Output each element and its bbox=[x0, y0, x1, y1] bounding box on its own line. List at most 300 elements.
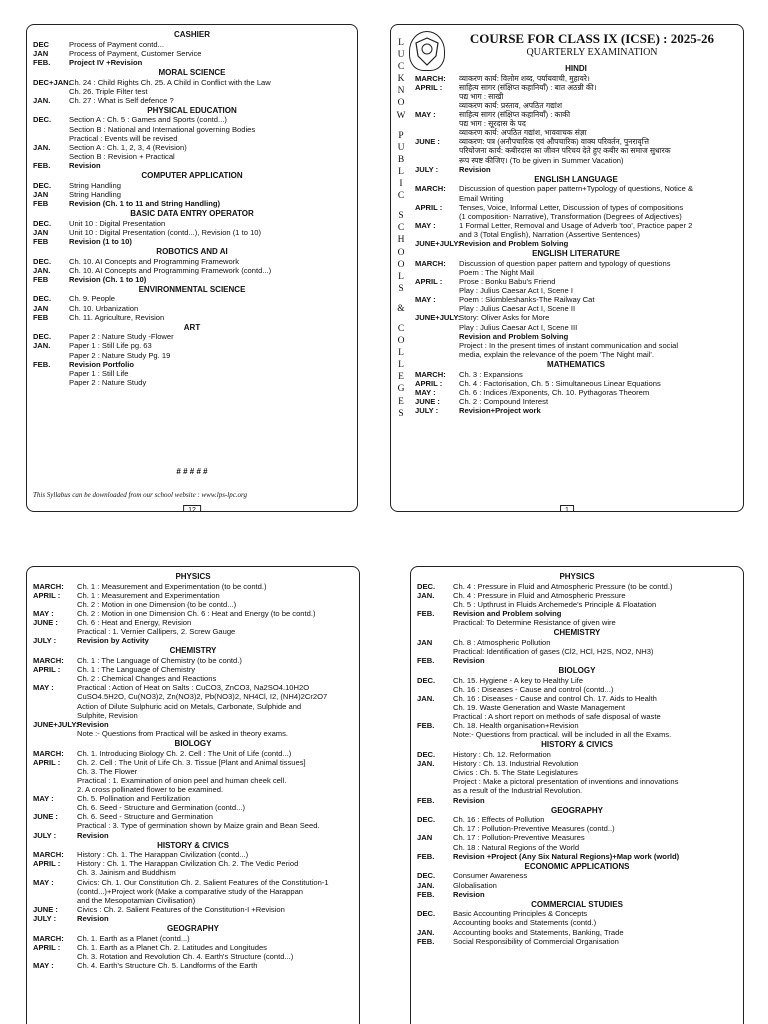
topic-text: String Handling bbox=[69, 189, 121, 199]
section-bio bbox=[33, 739, 353, 840]
schedule-row bbox=[33, 720, 353, 729]
month-label: JULY : bbox=[415, 405, 439, 415]
topic-text: Revision bbox=[453, 889, 485, 899]
schedule-row bbox=[33, 609, 353, 618]
schedule-row bbox=[33, 758, 353, 767]
month-label: MAY : bbox=[415, 220, 436, 230]
section-title: MORAL SCIENCE bbox=[158, 67, 226, 77]
schedule-row bbox=[33, 618, 353, 627]
section-title: PHYSICS bbox=[175, 572, 211, 581]
month-label: MAY : bbox=[415, 387, 436, 397]
section-geo bbox=[33, 924, 353, 970]
course-title: COURSE FOR CLASS IX (ICSE) : 2025-26 bbox=[469, 31, 715, 46]
vertical-letter: G bbox=[397, 384, 405, 395]
vertical-letter: O bbox=[397, 247, 405, 258]
schedule-row bbox=[33, 803, 353, 812]
schedule-row bbox=[33, 665, 353, 674]
topic-text: Process of Payment contd... bbox=[69, 39, 164, 49]
schedule-row bbox=[33, 821, 353, 830]
topic-text: Project : Make a pictoral presentation of inventions and innovations bbox=[453, 777, 679, 787]
section-title: GEOGRAPHY bbox=[166, 924, 219, 934]
month-label: JAN. bbox=[417, 590, 435, 600]
month-label bbox=[417, 703, 453, 712]
topic-text: व्याकरण कार्य: अपठित गद्यांश, भाववाचक संज्ञा bbox=[459, 128, 587, 138]
month-label bbox=[415, 286, 459, 295]
section-englit bbox=[415, 249, 737, 359]
topic-text: Ch. 2 : Motion in one Dimension (to be contd...) bbox=[77, 599, 237, 609]
topic-text: 2. A cross pollinated flower to be examined. bbox=[77, 784, 224, 794]
month-label bbox=[417, 618, 453, 627]
month-label bbox=[415, 323, 459, 332]
topic-text: Ch. 4. Earth's Structure Ch. 5. Landforms of the Earth bbox=[77, 961, 258, 971]
schedule-row bbox=[417, 759, 737, 768]
topic-text: Accounting books and Statements, Banking, Trade bbox=[453, 927, 624, 937]
topic-text: पद्य भाग : सूरदास के पद bbox=[459, 119, 526, 129]
topic-text: Civics: Ch. 1. Our Constitution Ch. 2. Salient Features of the Constitution-1 bbox=[77, 877, 329, 887]
section-title: BIOLOGY bbox=[174, 738, 212, 748]
schedule-row bbox=[33, 776, 353, 785]
month-label: MAY : bbox=[33, 877, 54, 887]
section-title: ENGLISH LANGUAGE bbox=[534, 174, 618, 184]
month-label: MARCH: bbox=[415, 369, 446, 379]
month-label: FEB bbox=[33, 312, 49, 322]
topic-text: Prose : Bonku Babu's Friend bbox=[459, 276, 556, 286]
vertical-letter: I bbox=[399, 179, 403, 190]
schedule-row bbox=[417, 843, 737, 852]
schedule-row bbox=[33, 332, 351, 341]
section-title: HISTORY & CIVICS bbox=[157, 840, 229, 850]
schedule-row bbox=[33, 934, 353, 943]
schedule-row bbox=[415, 341, 737, 350]
month-label: JUNE+JULY: bbox=[415, 239, 461, 249]
schedule-row bbox=[415, 203, 737, 212]
schedule-row bbox=[417, 796, 737, 805]
section-bio bbox=[417, 666, 737, 739]
schedule-row bbox=[33, 125, 351, 134]
schedule-row bbox=[415, 128, 737, 137]
month-label: APRIL : bbox=[33, 942, 61, 952]
vertical-letter: L bbox=[398, 348, 404, 359]
month-label bbox=[417, 712, 453, 721]
exam-title: QUARTERLY EXAMINATION bbox=[526, 46, 658, 58]
month-label: JUNE : bbox=[33, 618, 58, 628]
vertical-letter: L bbox=[398, 166, 404, 177]
section-art bbox=[33, 323, 351, 387]
page-bottom-left bbox=[26, 566, 360, 1024]
page-number: 1 bbox=[560, 505, 574, 512]
month-label bbox=[33, 627, 77, 636]
vertical-letter: N bbox=[397, 86, 405, 97]
schedule-row bbox=[33, 794, 353, 803]
topic-text: and the Mesopotamian Civilisation) bbox=[77, 895, 196, 905]
schedule-row bbox=[417, 676, 737, 685]
month-label: MARCH: bbox=[33, 850, 64, 860]
schedule-row bbox=[33, 275, 351, 284]
topic-text: Civics : Ch. 2. Salient Features of the Constitution-I +Revision bbox=[77, 904, 285, 914]
topic-text: Ch. 3. The Flower bbox=[77, 766, 138, 776]
month-label: JULY : bbox=[33, 913, 57, 923]
section-title: BIOLOGY bbox=[558, 666, 596, 676]
topic-text: Practical : Events will be revised bbox=[69, 133, 178, 143]
topic-text: History : Ch. 12. Reformation bbox=[453, 750, 551, 760]
schedule-row bbox=[33, 859, 353, 868]
month-label: MAY : bbox=[33, 608, 54, 618]
month-label: JAN. bbox=[417, 927, 435, 937]
topic-text: Ch. 17 : Pollution-Preventive Measures bbox=[453, 833, 585, 843]
schedule-row bbox=[415, 230, 737, 239]
section-com bbox=[417, 900, 737, 946]
topic-text: Ch. 4 : Pressure in Fluid and Atmospheric Pressure (to be contd.) bbox=[453, 581, 673, 591]
topic-text: Ch. 1 : The Language of Chemistry (to be contd.) bbox=[77, 655, 242, 665]
topic-text: Story: Oliver Asks for More bbox=[459, 313, 550, 323]
month-label: MARCH: bbox=[33, 933, 64, 943]
month-label bbox=[33, 152, 69, 161]
schedule-row bbox=[33, 905, 353, 914]
month-label bbox=[417, 600, 453, 609]
schedule-row bbox=[415, 286, 737, 295]
vertical-letter: O bbox=[397, 336, 405, 347]
schedule-row bbox=[33, 656, 353, 665]
month-label bbox=[417, 730, 453, 739]
page-1-content bbox=[415, 63, 737, 505]
topic-text: Accounting books and Statements (contd.) bbox=[453, 918, 597, 928]
schedule-row bbox=[33, 341, 351, 350]
topic-text: Discussion of question paper pattern+Typology of questions, Notice & bbox=[459, 184, 694, 194]
topic-text: Section B : Revision + Practical bbox=[69, 151, 175, 161]
month-label bbox=[415, 156, 459, 165]
topic-text: Revision bbox=[77, 830, 109, 840]
schedule-row bbox=[33, 627, 353, 636]
topic-text: Play : Julius Caesar Act I, Scene I bbox=[459, 286, 573, 296]
topic-text: Practical: Identification of gases (Cl2, HCl, H2S, NO2, NH3) bbox=[453, 646, 654, 656]
section-title: CHEMISTRY bbox=[553, 628, 601, 638]
topic-text: Ch. 9. People bbox=[69, 294, 116, 304]
month-label bbox=[33, 87, 69, 96]
schedule-row bbox=[415, 370, 737, 379]
page-12 bbox=[26, 24, 358, 512]
month-label: DEC+JAN: bbox=[33, 77, 72, 87]
schedule-row bbox=[415, 397, 737, 406]
month-label: DEC. bbox=[417, 871, 436, 881]
month-label: JAN bbox=[33, 303, 49, 313]
month-label: JULY : bbox=[415, 164, 439, 174]
schedule-row bbox=[415, 295, 737, 304]
schedule-row bbox=[417, 777, 737, 786]
topic-text: Ch. 16 : Diseases - Cause and control (contd...) bbox=[453, 684, 614, 694]
month-label: FEB. bbox=[417, 608, 435, 618]
month-label: JUNE+JULY: bbox=[33, 719, 79, 729]
schedule-row bbox=[415, 323, 737, 332]
month-label bbox=[415, 304, 459, 313]
vertical-letter: K bbox=[397, 74, 405, 85]
section-title: HINDI bbox=[565, 64, 587, 73]
topic-text: Revision and Problem Solving bbox=[459, 239, 569, 249]
topic-text: Practical : 1. Examination of onion peel and human cheek cell. bbox=[77, 775, 287, 785]
month-label bbox=[33, 767, 77, 776]
topic-text: Practical : A short report on methods of safe disposal of waste bbox=[453, 712, 661, 722]
schedule-row bbox=[417, 928, 737, 937]
month-label: APRIL : bbox=[415, 378, 443, 388]
schedule-row bbox=[415, 92, 737, 101]
month-label: JAN bbox=[33, 227, 49, 237]
topic-text: व्याकरण कार्य: विलोम शब्द, पर्यायवाची, मुहावरे। bbox=[459, 73, 590, 83]
schedule-row bbox=[417, 618, 737, 627]
topic-text: Ch. 6 : Indices /Exponents, Ch. 10. Pythagoras Theorem bbox=[459, 387, 650, 397]
schedule-row bbox=[33, 161, 351, 170]
schedule-row bbox=[33, 313, 351, 322]
section-geo bbox=[417, 806, 737, 861]
section-bdeo bbox=[33, 209, 351, 246]
month-label: JAN. bbox=[33, 142, 51, 152]
section-ca bbox=[33, 171, 351, 208]
schedule-row bbox=[417, 833, 737, 842]
topic-text: Basic Accounting Principles & Concepts bbox=[453, 909, 588, 919]
month-label bbox=[417, 786, 453, 795]
topic-text: Ch. 17 : Pollution-Preventive Measures (contd..) bbox=[453, 824, 615, 834]
vertical-letter: S bbox=[398, 408, 404, 419]
schedule-row bbox=[33, 812, 353, 821]
schedule-row bbox=[417, 909, 737, 918]
topic-text: Ch. 3. Jainism and Buddhism bbox=[77, 868, 176, 878]
month-label: MAY : bbox=[33, 683, 54, 693]
vertical-letter: L bbox=[398, 271, 404, 282]
month-label bbox=[33, 785, 77, 794]
section-chem bbox=[33, 646, 353, 738]
schedule-row bbox=[415, 350, 737, 359]
topic-text: Poem : Skimbleshanks-The Railway Cat bbox=[459, 295, 595, 305]
month-label: JAN. bbox=[417, 693, 435, 703]
schedule-row bbox=[417, 881, 737, 890]
schedule-row bbox=[415, 83, 737, 92]
schedule-row bbox=[417, 750, 737, 759]
schedule-row bbox=[33, 351, 351, 360]
schedule-row bbox=[415, 332, 737, 341]
vertical-letter: B bbox=[397, 154, 405, 165]
topic-text: Ch. 10. AI Concepts and Programming Framework bbox=[69, 256, 240, 266]
schedule-row bbox=[33, 87, 351, 96]
schedule-row bbox=[415, 146, 737, 155]
topic-text: Revision +Project (Any Six Natural Regions)+Map work (world) bbox=[453, 851, 680, 861]
month-label: FEB. bbox=[417, 655, 435, 665]
month-label bbox=[33, 803, 77, 812]
topic-text: Practical: To Determine Resistance of given wire bbox=[453, 618, 616, 628]
schedule-row bbox=[417, 768, 737, 777]
topic-text: Revision bbox=[459, 164, 491, 174]
section-physics bbox=[33, 572, 353, 645]
month-label bbox=[33, 702, 77, 711]
topic-text: परियोजना कार्य: कबीरदास का जीवन परिचय देते हुए कबीर का समाज सुधारक bbox=[459, 146, 671, 156]
month-label: FEB bbox=[33, 198, 49, 208]
month-label: DEC. bbox=[33, 180, 52, 190]
month-label: MAY : bbox=[33, 961, 54, 971]
topic-text: Ch. 8 : Atmospheric Pollution bbox=[453, 637, 551, 647]
month-label: JULY : bbox=[33, 830, 57, 840]
section-title: COMMERCIAL STUDIES bbox=[531, 899, 623, 909]
schedule-row bbox=[33, 49, 351, 58]
month-label: FEB. bbox=[33, 160, 51, 170]
month-label bbox=[33, 868, 77, 877]
topic-text: Ch. 18. Health organisation+Revision bbox=[453, 721, 579, 731]
topic-text: Ch. 16 : Diseases - Cause and control Ch. 17. Aids to Health bbox=[453, 693, 657, 703]
schedule-row bbox=[33, 304, 351, 313]
schedule-row bbox=[33, 674, 353, 683]
schedule-row bbox=[415, 268, 737, 277]
schedule-row bbox=[417, 656, 737, 665]
month-label: APRIL : bbox=[33, 590, 61, 600]
section-title: CHEMISTRY bbox=[169, 646, 217, 656]
month-label: JAN. bbox=[417, 759, 435, 769]
schedule-row bbox=[415, 239, 737, 248]
month-label: JULY : bbox=[33, 636, 57, 646]
month-label: APRIL : bbox=[415, 82, 443, 92]
month-label: MARCH: bbox=[415, 73, 446, 83]
section-hist bbox=[33, 841, 353, 923]
schedule-row bbox=[415, 194, 737, 203]
month-label bbox=[417, 824, 453, 833]
schedule-row bbox=[33, 711, 353, 720]
vertical-letter: E bbox=[398, 396, 404, 407]
month-label: JUNE+JULY: bbox=[415, 313, 461, 323]
vertical-letter: O bbox=[397, 259, 405, 270]
month-label bbox=[415, 119, 459, 128]
topic-text: CuSO4.5H2O, Cu(NO3)2, Zn(NO3)2, Pb(NO3)2, NH4Cl, I2, (NH4)2Cr2O7 bbox=[77, 692, 328, 702]
schedule-row bbox=[415, 165, 737, 174]
schedule-row bbox=[415, 388, 737, 397]
topic-text: Revision bbox=[77, 719, 109, 729]
topic-text: media, explain the relevance of the poem 'The Night mail'. bbox=[459, 349, 654, 359]
month-label bbox=[33, 821, 77, 830]
month-label: FEB. bbox=[417, 936, 435, 946]
month-label: DEC. bbox=[33, 294, 52, 304]
topic-text: 1 Formal Letter, Removal and Usage of Adverb 'too', Practice paper 2 bbox=[459, 220, 693, 230]
topic-text: Ch. 5. Pollination and Fertilization bbox=[77, 794, 191, 804]
month-label bbox=[33, 729, 77, 738]
schedule-row bbox=[33, 887, 353, 896]
schedule-row bbox=[417, 890, 737, 899]
vertical-school-name bbox=[395, 37, 407, 499]
schedule-row bbox=[33, 78, 351, 87]
section-title: ART bbox=[183, 322, 201, 332]
topic-text: Note :- Questions from Practical will be asked in theory exams. bbox=[77, 728, 289, 738]
vertical-letter: E bbox=[398, 372, 404, 383]
month-label: FEB. bbox=[417, 889, 435, 899]
month-label: JAN bbox=[33, 189, 49, 199]
section-title: BASIC DATA ENTRY OPERATOR bbox=[130, 209, 254, 219]
topic-text: Ch. 2 : Chemical Changes and Reactions bbox=[77, 674, 217, 684]
schedule-row bbox=[33, 96, 351, 105]
topic-text: Paper 2 : Nature Study -Flower bbox=[69, 332, 174, 342]
month-label bbox=[33, 776, 77, 785]
topic-text: Practical : Action of Heat on Salts : CuCO3, ZnCO3, Na2SO4.10H2O bbox=[77, 683, 310, 693]
month-label bbox=[415, 128, 459, 137]
topic-text: Ch. 4 : Pressure in Fluid and Atmospheric Pressure bbox=[453, 590, 626, 600]
topic-text: History : Ch. 1. The Harappan Civilization (contd...) bbox=[77, 850, 249, 860]
vertical-letter: L bbox=[398, 38, 404, 48]
topic-text: Ch. 19. Waste Generation and Waste Management bbox=[453, 702, 626, 712]
month-label bbox=[415, 194, 459, 203]
month-label: JAN. bbox=[33, 341, 51, 351]
section-hindi bbox=[415, 64, 737, 174]
footer-note: This Syllabus can be downloaded from our school website : www.lps-lpc.org bbox=[33, 491, 248, 499]
schedule-row bbox=[33, 360, 351, 369]
schedule-row bbox=[33, 692, 353, 701]
topic-text: Poem : The Night Mail bbox=[459, 267, 534, 277]
month-label: JUNE : bbox=[415, 396, 440, 406]
month-label bbox=[417, 647, 453, 656]
schedule-row bbox=[33, 914, 353, 923]
schedule-row bbox=[415, 184, 737, 193]
page-number: 12 bbox=[183, 505, 201, 512]
schedule-row bbox=[33, 143, 351, 152]
schedule-row bbox=[33, 58, 351, 67]
page-bottom-right-content bbox=[417, 571, 737, 1024]
topic-text: Ch. 27 : What is Self defence ? bbox=[69, 95, 174, 105]
schedule-row bbox=[33, 582, 353, 591]
section-title: ECONOMIC APPLICATIONS bbox=[524, 861, 630, 871]
schedule-row bbox=[33, 40, 351, 49]
schedule-row bbox=[417, 582, 737, 591]
schedule-row bbox=[417, 815, 737, 824]
schedule-row bbox=[417, 918, 737, 927]
vertical-letter: U bbox=[397, 142, 405, 153]
topic-text: Social Responsibility of Commercial Organisation bbox=[453, 936, 619, 946]
topic-text: Globalisation bbox=[453, 880, 497, 890]
schedule-row bbox=[415, 313, 737, 322]
topic-text: Section B : National and International governing Bodies bbox=[69, 124, 256, 134]
section-maths bbox=[415, 360, 737, 415]
topic-text: Revision (Ch. 1 to 11 and String Handling) bbox=[69, 198, 221, 208]
section-title: PHYSICS bbox=[559, 572, 595, 581]
topic-text: Paper 1 : Still Life bbox=[69, 368, 129, 378]
month-label: APRIL : bbox=[33, 757, 61, 767]
schedule-row bbox=[33, 181, 351, 190]
topic-text: Ch. 1. Earth as a Planet Ch. 2. Latitudes and Longitudes bbox=[77, 942, 267, 952]
schedule-row bbox=[33, 294, 351, 303]
topic-text: Revision and Problem solving bbox=[453, 608, 562, 618]
schedule-row bbox=[33, 228, 351, 237]
section-title: ROBOTICS AND AI bbox=[156, 246, 228, 256]
topic-text: Revision by Activity bbox=[77, 636, 149, 646]
vertical-letter: C bbox=[397, 323, 405, 334]
vertical-letter: S bbox=[398, 283, 404, 294]
topic-text: Ch. 6 : Heat and Energy, Revision bbox=[77, 618, 192, 628]
month-label bbox=[417, 768, 453, 777]
vertical-letter: U bbox=[397, 50, 405, 61]
month-label: FEB. bbox=[417, 795, 435, 805]
topic-text: Project IV +Revision bbox=[69, 57, 143, 67]
month-label: MARCH: bbox=[415, 258, 446, 268]
topic-text: व्याकरण: पत्र (अनौपचारिक एवं औपचारिक) वाक्य परिवर्तन, पुनरावृत्ति bbox=[459, 137, 649, 147]
topic-text: Email Writing bbox=[459, 193, 504, 203]
schedule-row bbox=[415, 212, 737, 221]
schedule-row bbox=[415, 259, 737, 268]
topic-text: Ch. 11. Agriculture, Revision bbox=[69, 312, 165, 322]
schedule-row bbox=[33, 896, 353, 905]
month-label: MAY : bbox=[415, 295, 436, 305]
topic-text: Section A : Ch. 5 : Games and Sports (contd...) bbox=[69, 115, 227, 125]
page-bottom-left-content bbox=[33, 571, 353, 1024]
schedule-row bbox=[417, 730, 737, 739]
month-label: FEB. bbox=[33, 57, 51, 67]
month-label: FEB. bbox=[417, 721, 435, 731]
topic-text: Ch. 15. Hygiene - A key to Healthy Life bbox=[453, 675, 584, 685]
schedule-row bbox=[417, 591, 737, 600]
month-label: MAY : bbox=[33, 794, 54, 804]
schedule-row bbox=[417, 937, 737, 946]
topic-text: (contd...)+Project work (Make a comparative study of the Harappan bbox=[77, 886, 304, 896]
month-label: JAN bbox=[417, 637, 433, 647]
schedule-row bbox=[33, 878, 353, 887]
